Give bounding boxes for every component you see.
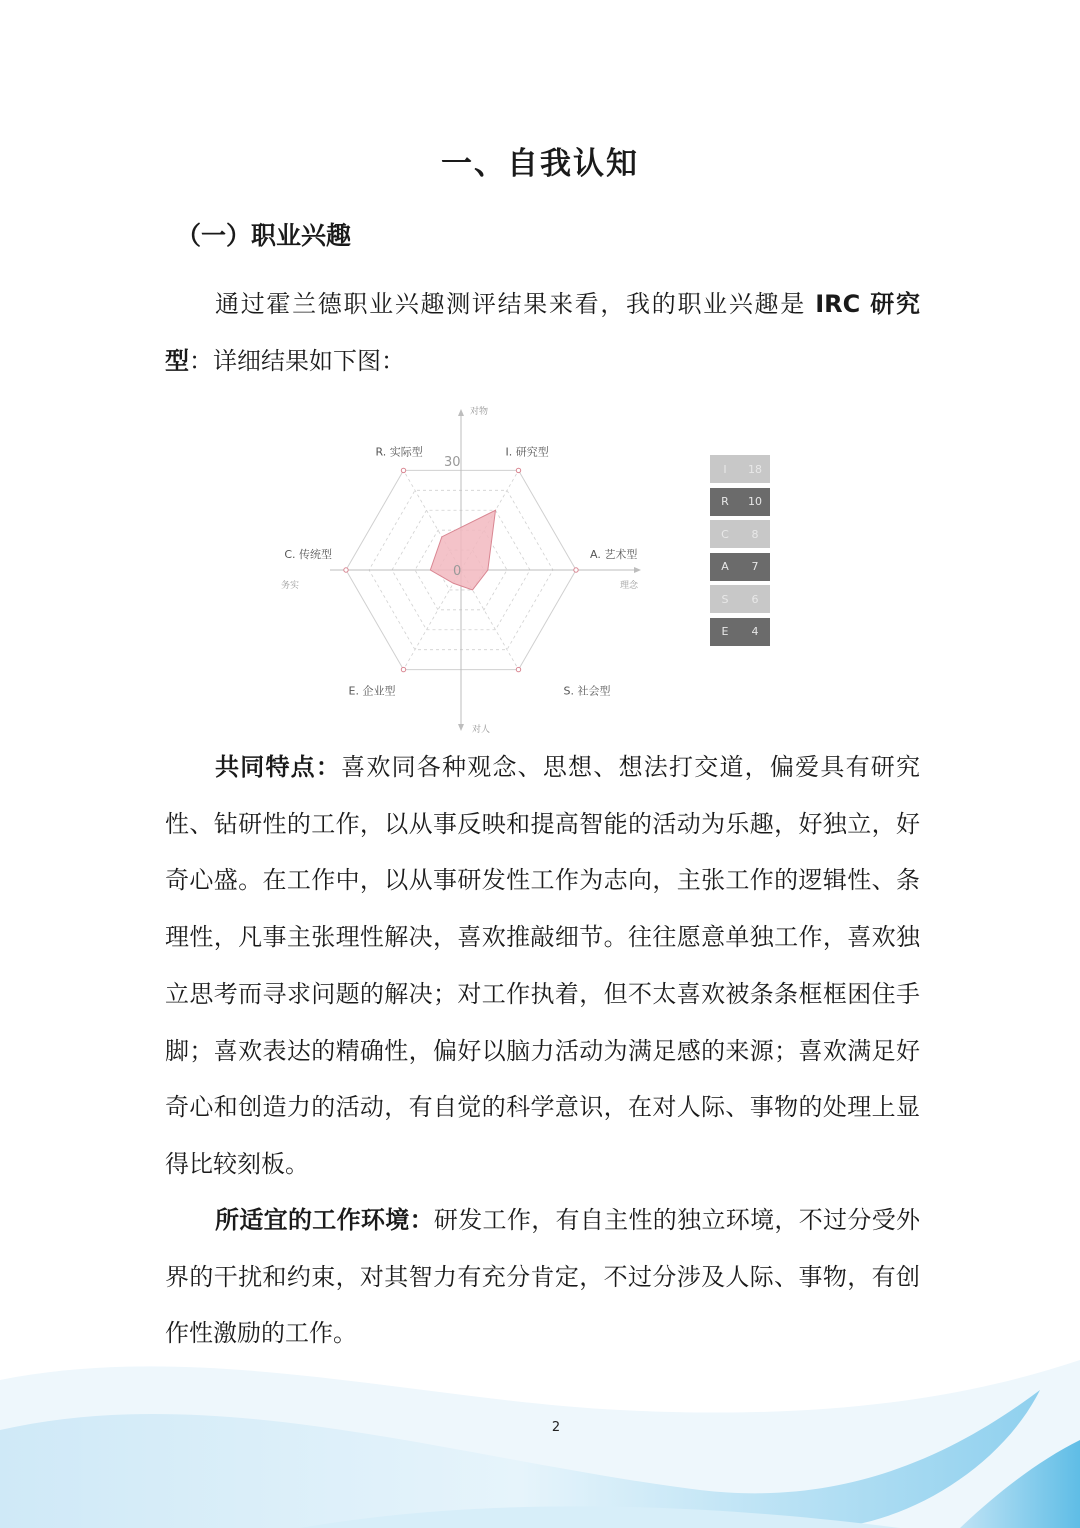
intro-text-end: ：详细结果如下图： bbox=[189, 346, 405, 375]
legend-key: C bbox=[721, 527, 729, 541]
page-title: 一、自我认知 bbox=[441, 146, 639, 182]
radar-vertex-dot bbox=[516, 667, 520, 671]
legend-key: A bbox=[721, 560, 729, 573]
environment-label: 所适宜的工作环境： bbox=[215, 1206, 434, 1234]
radar-vertex-dot bbox=[401, 667, 405, 671]
page-number: 2 bbox=[551, 1420, 561, 1435]
radar-data-area bbox=[430, 510, 495, 590]
legend-key: E bbox=[721, 625, 729, 638]
intro-text: 通过霍兰德职业兴趣测评结果来看，我的职业兴趣是 bbox=[215, 290, 816, 318]
center-value-label: 0 bbox=[453, 564, 462, 579]
holland-radar-chart bbox=[270, 400, 670, 740]
axis-label-C: C. 传统型 bbox=[284, 548, 332, 561]
legend-row-I bbox=[710, 455, 770, 483]
section-heading: （一）职业兴趣 bbox=[176, 221, 352, 250]
interest-type: IRC 研究型 bbox=[165, 290, 920, 375]
axis-label-R: R. 实际型 bbox=[375, 445, 423, 459]
direction-label-bottom: 对人 bbox=[472, 725, 491, 735]
axis-label-E: E. 企业型 bbox=[348, 684, 396, 698]
direction-label-top: 对物 bbox=[470, 407, 489, 417]
arrow-down bbox=[458, 724, 464, 731]
environment-text: 研发工作，有自主性的独立环境，不过分受外界的干扰和约束，对其智力有充分肯定，不过分涉及人际、事物，有创作性激励的工作。 bbox=[165, 1206, 921, 1348]
legend-row-S bbox=[710, 585, 770, 613]
features-text: 喜欢同各种观念、思想、想法打交道，偏爱具有研究性、钻研性的工作，以从事反映和提高智能的活动为乐趣，好独立，好奇心盛。在工作中，以从事研发性工作为志向，主张工作的逻辑性、条理性，凡事主张理性解决，喜欢推敲细节。往往愿意单独工作，喜欢独立思考而寻求问题的解决；对工作执着，但不太喜欢被条条框框困住手脚；喜欢表达的精确性，偏好以脑力活动为满足感的来源；喜欢满足好奇心和创造力的活动，有自觉的科学意识，在对人际、事物的处理上显得比较刻板。 bbox=[165, 753, 921, 1178]
arrow-up bbox=[458, 409, 464, 416]
radar-vertex-dot bbox=[401, 468, 405, 472]
legend-value: 8 bbox=[751, 527, 759, 541]
environment-paragraph bbox=[165, 1192, 920, 1362]
axis-label-A: A. 艺术型 bbox=[590, 548, 638, 561]
legend-value: 7 bbox=[751, 560, 759, 573]
radar-vertex-dot bbox=[344, 568, 348, 572]
direction-label-right: 理念 bbox=[620, 581, 639, 591]
max-value-label: 30 bbox=[444, 455, 461, 470]
score-legend bbox=[710, 455, 770, 650]
legend-row-E bbox=[710, 618, 770, 646]
intro-paragraph bbox=[165, 276, 920, 389]
legend-row-R bbox=[710, 488, 770, 516]
radar-vertex-dot bbox=[574, 568, 578, 572]
legend-key: R bbox=[721, 495, 729, 508]
legend-key: I bbox=[723, 462, 727, 476]
legend-row-A bbox=[710, 553, 770, 581]
legend-value: 10 bbox=[748, 495, 762, 508]
radar-vertex-dot bbox=[516, 468, 520, 472]
legend-value: 4 bbox=[751, 625, 759, 638]
legend-value: 6 bbox=[751, 592, 759, 606]
features-label: 共同特点： bbox=[215, 753, 342, 781]
axis-label-I: I. 研究型 bbox=[505, 445, 549, 459]
legend-key: S bbox=[721, 592, 729, 606]
direction-label-left: 务实 bbox=[281, 581, 300, 591]
legend-row-C bbox=[710, 520, 770, 548]
radar-spoke bbox=[404, 570, 462, 670]
arrow-right bbox=[634, 567, 641, 573]
axis-label-S: S. 社会型 bbox=[563, 684, 611, 698]
legend-value: 18 bbox=[748, 462, 762, 476]
features-paragraph bbox=[165, 739, 920, 1193]
